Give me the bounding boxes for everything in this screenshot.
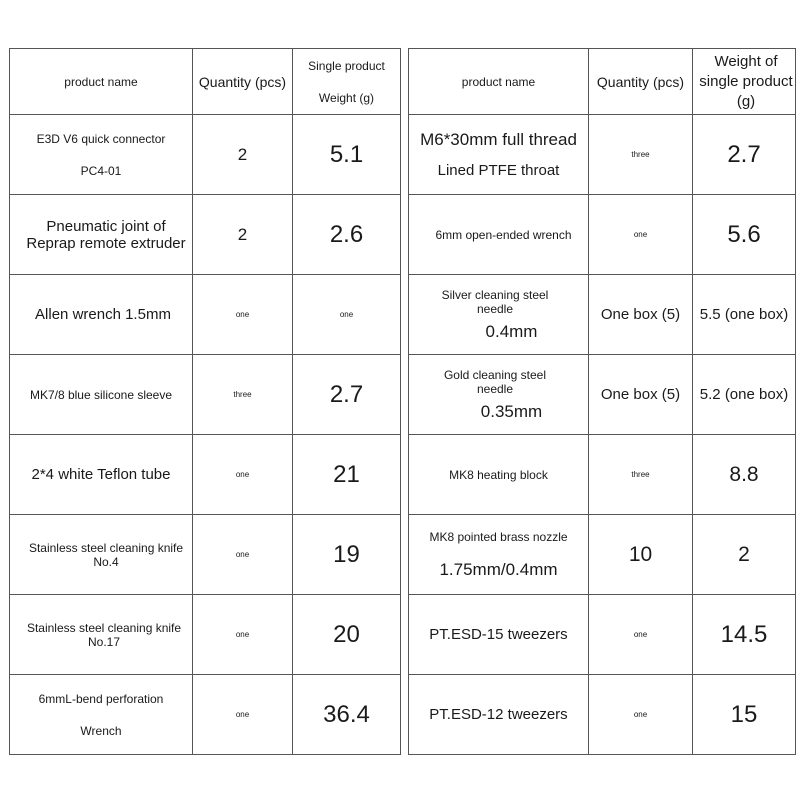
table-row: [10, 355, 401, 435]
table-row: [409, 275, 796, 355]
product-name-line2: PC4-01: [80, 163, 122, 178]
header-quantity: Quantity (pcs): [589, 49, 693, 115]
product-name-line2: 0.35mm: [480, 401, 543, 421]
weight-cell: 2: [693, 515, 796, 595]
table-row: [409, 355, 796, 435]
header-weight-line2: Weight (g): [318, 90, 375, 105]
header-weight: Weight of single product (g): [693, 49, 796, 115]
table-row: [409, 435, 796, 515]
weight-cell: one: [293, 275, 401, 355]
product-name-cell: [409, 115, 589, 195]
quantity-cell: one: [193, 515, 293, 595]
table-row: [409, 595, 796, 675]
quantity-cell: one: [193, 675, 293, 755]
product-name-line2: Wrench: [80, 723, 122, 738]
weight-cell: 21: [293, 435, 401, 515]
quantity-cell: One box (5): [589, 355, 693, 435]
product-name-cell: [409, 515, 589, 595]
weight-cell: 15: [693, 675, 796, 755]
quantity-cell: 2: [193, 195, 293, 275]
product-name-cell: PT.ESD-15 tweezers: [409, 595, 589, 675]
weight-cell: 5.2 (one box): [693, 355, 796, 435]
product-name-cell: [10, 115, 193, 195]
product-name-cell: [409, 355, 589, 435]
product-name-line2: 0.4mm: [485, 321, 538, 341]
product-name-line1: MK8 pointed brass nozzle: [429, 529, 568, 544]
header-quantity: Quantity (pcs): [193, 49, 293, 115]
quantity-cell: one: [193, 275, 293, 355]
weight-cell: 2.7: [693, 115, 796, 195]
quantity-cell: 2: [193, 115, 293, 195]
quantity-cell: one: [193, 435, 293, 515]
product-name-cell: Stainless steel cleaning knife No.4: [10, 515, 193, 595]
product-name-cell: PT.ESD-12 tweezers: [409, 675, 589, 755]
product-name-line1: M6*30mm full thread: [420, 130, 577, 149]
product-name-line1: 6mmL-bend perforation: [38, 691, 164, 706]
weight-cell: 36.4: [293, 675, 401, 755]
weight-cell: 5.6: [693, 195, 796, 275]
table-header-row: [10, 49, 401, 115]
product-name-cell: Pneumatic joint of Reprap remote extruder: [10, 195, 193, 275]
table-header-row: [409, 49, 796, 115]
table-row: [10, 595, 401, 675]
quantity-cell: one: [589, 675, 693, 755]
header-weight: [293, 49, 401, 115]
right-product-table: [408, 48, 796, 755]
weight-cell: 19: [293, 515, 401, 595]
weight-cell: 2.7: [293, 355, 401, 435]
table-row: [10, 675, 401, 755]
quantity-cell: three: [193, 355, 293, 435]
left-product-table: [9, 48, 401, 755]
table-row: [10, 435, 401, 515]
header-product-name: product name: [409, 49, 589, 115]
product-name-line2: 1.75mm/0.4mm: [439, 559, 558, 579]
table-row: [10, 275, 401, 355]
product-name-line2: Lined PTFE throat: [437, 162, 560, 179]
weight-cell: 5.1: [293, 115, 401, 195]
table-row: [10, 515, 401, 595]
product-name-cell: 6mm open-ended wrench: [409, 195, 589, 275]
table-row: [409, 195, 796, 275]
quantity-cell: one: [589, 595, 693, 675]
table-row: [10, 115, 401, 195]
weight-cell: 5.5 (one box): [693, 275, 796, 355]
product-name-cell: 2*4 white Teflon tube: [10, 435, 193, 515]
product-name-cell: MK8 heating block: [409, 435, 589, 515]
quantity-cell: three: [589, 115, 693, 195]
quantity-cell: One box (5): [589, 275, 693, 355]
product-name-cell: [409, 275, 589, 355]
table-row: [409, 115, 796, 195]
product-name-cell: [10, 675, 193, 755]
weight-cell: 20: [293, 595, 401, 675]
product-name-line1: Gold cleaning steel needle: [443, 367, 547, 396]
table-row: [10, 195, 401, 275]
quantity-cell: three: [589, 435, 693, 515]
product-name-cell: Stainless steel cleaning knife No.17: [10, 595, 193, 675]
product-name-line1: Silver cleaning steel needle: [441, 287, 549, 316]
quantity-cell: one: [193, 595, 293, 675]
header-product-name: product name: [10, 49, 193, 115]
header-weight-line1: Single product: [308, 58, 385, 73]
table-row: [409, 675, 796, 755]
product-name-cell: Allen wrench 1.5mm: [10, 275, 193, 355]
product-name-line1: E3D V6 quick connector: [36, 131, 166, 146]
table-row: [409, 515, 796, 595]
weight-cell: 8.8: [693, 435, 796, 515]
quantity-cell: 10: [589, 515, 693, 595]
weight-cell: 2.6: [293, 195, 401, 275]
quantity-cell: one: [589, 195, 693, 275]
product-name-cell: MK7/8 blue silicone sleeve: [10, 355, 193, 435]
weight-cell: 14.5: [693, 595, 796, 675]
